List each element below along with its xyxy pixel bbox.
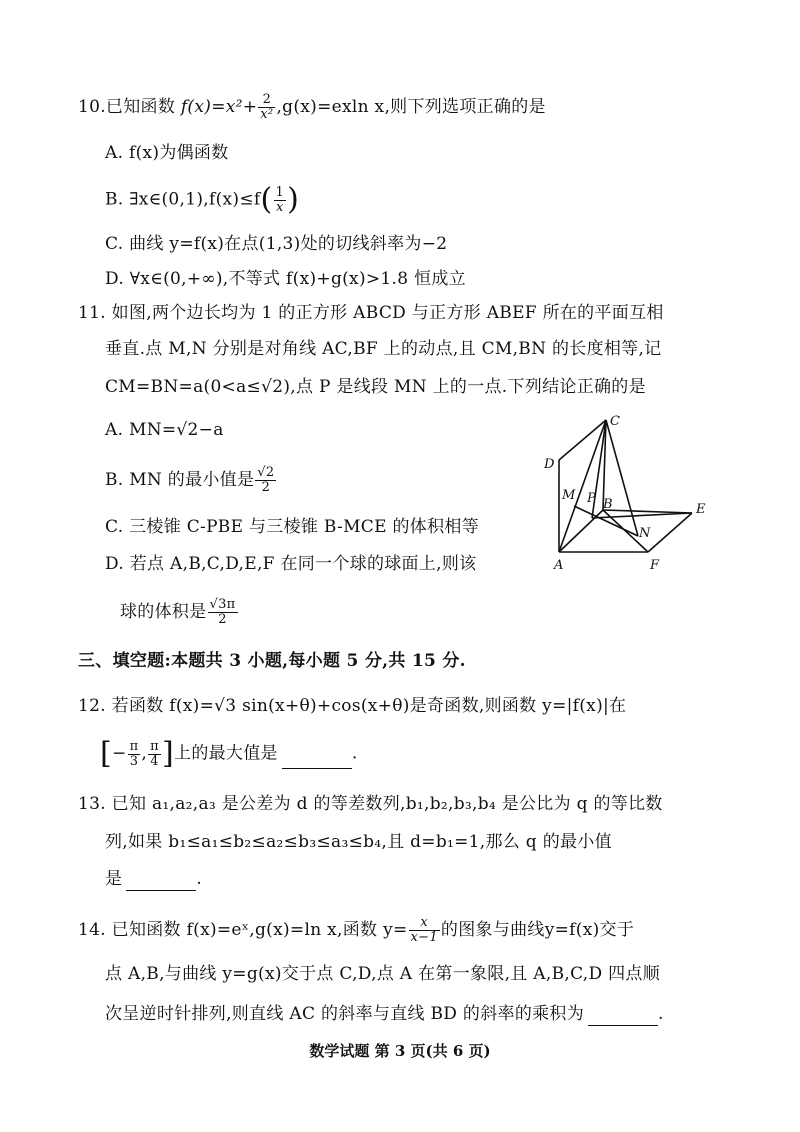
- q10-fraction: $\frac{2}{\text{x²}}$: [260, 92, 274, 122]
- q10-option-a: A. f(x)为偶函数: [105, 143, 229, 163]
- q13-line2: 列,如果 b₁≤a₁≤b₂≤a₂≤b₃≤a₃≤b₄,且 d=b₁=1,那么 q 的最小值: [105, 832, 612, 852]
- fig-label-b: B: [603, 497, 613, 512]
- q13-answer-blank[interactable]: [126, 872, 196, 891]
- q11-line1: 11. 如图,两个边长均为 1 的正方形 ABCD 与正方形 ABEF 所在的平面互相: [78, 303, 664, 323]
- q11-line2: 垂直.点 M,N 分别是对角线 AC,BF 上的动点,且 CM,BN 的长度相等,记: [105, 339, 662, 359]
- q11-figure-diagram: [540, 415, 720, 580]
- page-footer: 数学试题 第 3 页(共 6 页): [309, 1042, 491, 1060]
- fig-label-e: E: [696, 502, 706, 517]
- fig-label-d: D: [544, 457, 555, 472]
- q10-option-d: D. ∀x∈(0,+∞),不等式 f(x)+g(x)>1.8 恒成立: [105, 269, 466, 289]
- q11-option-d: D. 若点 A,B,C,D,E,F 在同一个球的球面上,则该: [105, 554, 477, 574]
- fig-label-a: A: [554, 558, 564, 573]
- q14-line2: 点 A,B,与曲线 y=g(x)交于点 C,D,点 A 在第一象限,且 A,B,C,D 四点顺: [105, 964, 661, 984]
- q10-option-b: B. ∃x∈(0,1),f(x)≤f( $\frac{1}{x}$ ): [105, 182, 300, 217]
- q11-option-a: A. MN=√2−a: [105, 420, 224, 440]
- q12-line1: 12. 若函数 f(x)=√3 sin(x+θ)+cos(x+θ)是奇函数,则函数 y=|f(x)|在: [78, 696, 627, 716]
- section-fill-in-blank-title: 三、填空题:本题共 3 小题,每小题 5 分,共 15 分.: [78, 651, 466, 671]
- fig-label-p: P: [587, 491, 596, 506]
- q10-option-c: C. 曲线 y=f(x)在点(1,3)处的切线斜率为−2: [105, 234, 448, 254]
- q13-line1: 13. 已知 a₁,a₂,a₃ 是公差为 d 的等差数列,b₁,b₂,b₃,b₄ 是公比为 q 的等比数: [78, 794, 663, 814]
- fig-label-m: M: [562, 488, 576, 503]
- q12-answer-blank[interactable]: [282, 750, 352, 769]
- q11-option-c: C. 三棱锥 C-PBE 与三棱锥 B-MCE 的体积相等: [105, 517, 479, 537]
- fig-label-n: N: [639, 526, 651, 541]
- q11-option-b: B. MN 的最小值是 $\frac{√2}{2}$: [105, 465, 275, 495]
- fig-label-c: C: [610, 415, 620, 429]
- q13-line3: 是 .: [105, 869, 203, 889]
- q14-line3: 次呈逆时针排列,则直线 AC 的斜率与直线 BD 的斜率的乘积为 .: [105, 1004, 664, 1024]
- fig-label-f: F: [650, 558, 660, 573]
- q11-option-d-cont: 球的体积是 $\frac{√3\pi}{2}$: [120, 597, 236, 627]
- q14-answer-blank[interactable]: [588, 1007, 658, 1026]
- q11-line3: CM=BN=a(0<a≤√2),点 P 是线段 MN 上的一点.下列结论正确的是: [105, 377, 646, 397]
- q12-line2: [− $\frac{\pi}{3}$ , $\frac{\pi}{4}$ ]上的最大值是 .: [100, 736, 358, 771]
- q14-line1: 14. 已知函数 f(x)=eˣ,g(x)=ln x,函数 y= $\frac{x}{x-1}$ 的图象与曲线y=f(x)交于: [78, 915, 635, 945]
- q10-stem: 10.已知函数 f(x)=x²+ $\frac{2}{\text{x²}}$ ,g(x)=exln x,则下列选项正确的是: [78, 92, 546, 122]
